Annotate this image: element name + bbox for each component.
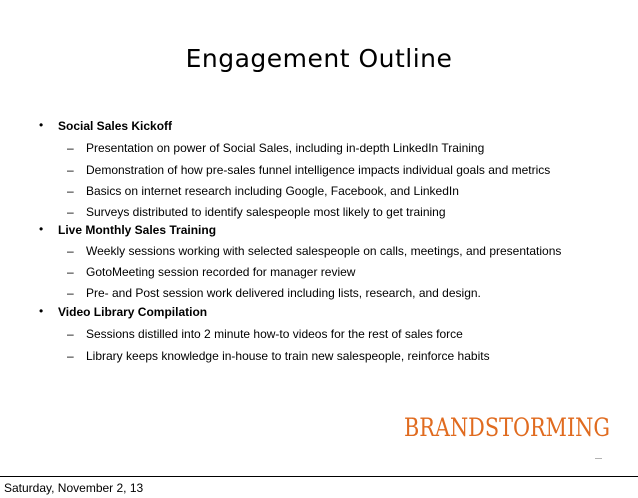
dash-icon: – xyxy=(67,327,74,341)
footer-date: Saturday, November 2, 13 xyxy=(4,481,144,495)
list-item xyxy=(67,163,550,177)
dash-icon: – xyxy=(67,141,74,155)
list-item xyxy=(67,244,561,258)
dash-icon: – xyxy=(67,349,74,363)
list-item xyxy=(67,205,446,219)
section-heading: Social Sales Kickoff xyxy=(58,119,173,133)
list-item-text: Sessions distilled into 2 minute how-to videos for the rest of sales force xyxy=(86,327,463,341)
list-item-text: Basics on internet research including Google, Facebook, and LinkedIn xyxy=(86,184,459,198)
list-item-text: GotoMeeting session recorded for manager review xyxy=(86,265,356,279)
list-item xyxy=(67,265,355,279)
dash-icon: – xyxy=(67,286,74,300)
list-item-text: Pre- and Post session work delivered including lists, research, and design. xyxy=(86,286,481,300)
list-item-text: Surveys distributed to identify salespeople most likely to get training xyxy=(86,205,446,219)
list-item xyxy=(67,286,481,300)
bullet-icon: • xyxy=(39,304,44,318)
brand-logo-text: BRANDSTORMING xyxy=(404,413,610,442)
brandstorming-logo xyxy=(404,410,612,448)
section-heading: Live Monthly Sales Training xyxy=(58,223,217,237)
bullet-icon: • xyxy=(39,222,44,236)
list-item xyxy=(67,327,463,341)
list-item-text: Presentation on power of Social Sales, including in-depth LinkedIn Training xyxy=(86,141,485,155)
page-number: — xyxy=(595,455,602,462)
dash-icon: – xyxy=(67,184,74,198)
dash-icon: – xyxy=(67,244,74,258)
dash-icon: – xyxy=(67,265,74,279)
list-item-text: Demonstration of how pre-sales funnel intelligence impacts individual goals and metrics xyxy=(86,163,551,177)
section-heading: Video Library Compilation xyxy=(58,305,208,319)
bullet-icon: • xyxy=(39,118,44,132)
list-item xyxy=(67,141,484,155)
list-item xyxy=(67,184,459,198)
brand-logo-icon xyxy=(404,410,612,442)
list-item-text: Library keeps knowledge in-house to train new salespeople, reinforce habits xyxy=(86,349,490,363)
list-item xyxy=(67,349,490,363)
list-item-text: Weekly sessions working with selected salespeople on calls, meetings, and presentations xyxy=(86,244,562,258)
dash-icon: – xyxy=(67,163,74,177)
slide-title: Engagement Outline xyxy=(185,44,453,73)
dash-icon: – xyxy=(67,205,74,219)
